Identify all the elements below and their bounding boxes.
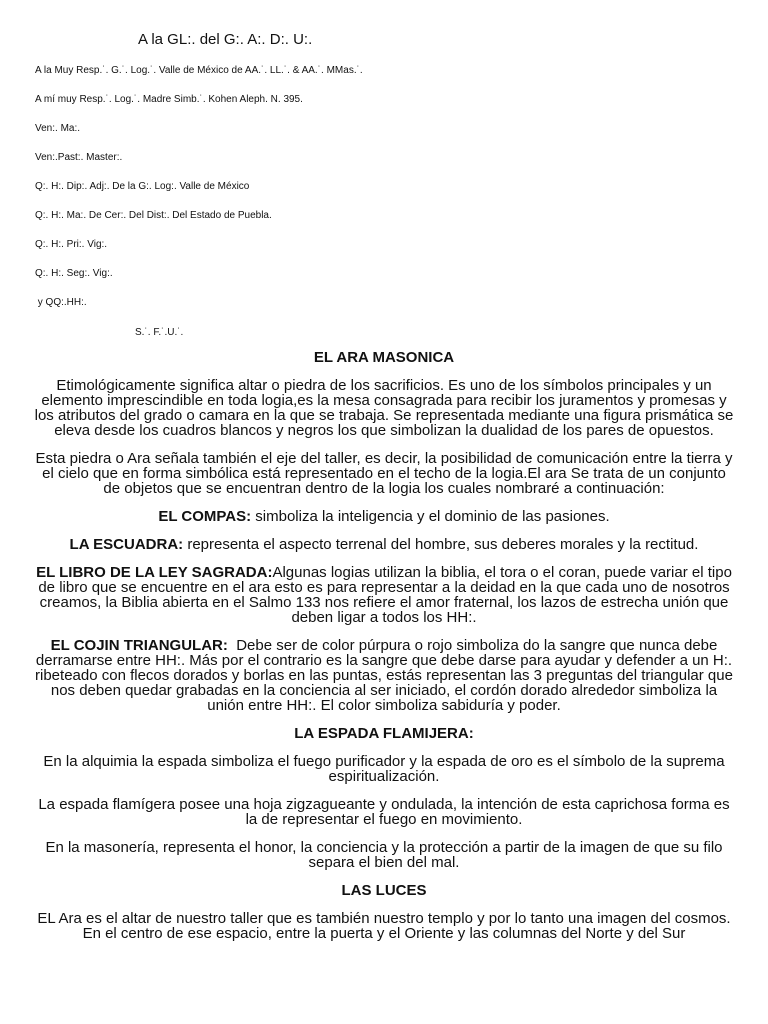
paragraph-libro [34,565,734,625]
address-line: Q:. H:. Pri:. Vig:. [35,239,108,250]
address-line: y QQ:.HH:. [35,297,87,308]
greeting-line: A la GL:. del G:. A:. D:. U:. [138,31,313,48]
escuadra-text: representa el aspecto terrenal del hombre, sus deberes morales y la rectitud. [183,536,699,553]
document-body [34,349,738,954]
libro-label: EL LIBRO DE LA LEY SAGRADA: [36,564,273,581]
cojin-label: EL COJIN TRIANGULAR: [50,637,228,654]
sfu-line: S.˙. F.˙.U.˙. [135,327,184,338]
address-line: Ven:.Past:. Master:. [35,152,123,163]
address-line: A la Muy Resp.˙. G.˙. Log.˙. Valle de México de AA.˙. LL.˙. & AA.˙. MMas.˙. [35,65,363,76]
section-title-luces: LAS LUCES [341,882,427,899]
paragraph-espada-hoja: La espada flamígera posee una hoja zigzagueante y ondulada, la intención de esta caprichosa forma es la de representar el fuego en movimiento. [38,796,730,828]
paragraph-cojin [34,637,738,714]
paragraph-eje-del-taller: Esta piedra o Ara señala también el eje del taller, es decir, la posibilidad de comunicación entre la tierra y el cielo que en forma simbólica está representado en el techo de la logia.El ara Se trata de un conjunto de objetos que se encuentran dentro de la logia los cuales nombraré a continuación: [35,450,733,497]
address-line: Q:. H:. Ma:. De Cer:. Del Dist:. Del Estado de Puebla. [35,210,272,221]
libro-text: Algunas logias utilizan la biblia, el tora o el coran, puede variar el tipo de libro que se encuentre en el ara esto es para representar a la deidad en la que cada uno de nosotros creamos, la Biblia abierta en el Salmo 133 nos refiere el amor fraternal, los lazos de estrecha unión que deben ligar a todos los HH:. [38,564,732,626]
address-line: Ven:. Ma:. [35,123,81,134]
paragraph-compas [34,509,734,524]
address-line: Q:. H:. Seg:. Vig:. [35,268,113,279]
paragraph-espada-masoneria: En la masonería, representa el honor, la conciencia y la protección a partir de la imagen de que su filo separa el bien del mal. [45,839,723,871]
section-title-espada: LA ESPADA FLAMIJERA: [294,725,474,742]
escuadra-label: LA ESCUADRA: [69,536,184,553]
address-line: A mí muy Resp.˙. Log.˙. Madre Simb.˙. Kohen Aleph. N. 395. [35,94,303,105]
paragraph-etimologia: Etimológicamente significa altar o piedra de los sacrificios. Es uno de los símbolos principales y un elemento imprescindible en toda logia,es la mesa consagrada para recibir los juramentos y promesas y los atributos del grado o camara en la que se trabaja. Se representada mediante una figura prismática se eleva desde los cuadros blancos y negros los que simbolizan la dualidad de los pares de opuestos. [34,377,734,439]
compas-text: simboliza la inteligencia y el dominio de las pasiones. [251,508,610,525]
paragraph-espada-alquimia: En la alquimia la espada simboliza el fuego purificador y la espada de oro es el símbolo de la suprema espiritualización. [43,753,725,785]
compas-label: EL COMPAS: [158,508,252,525]
paragraph-luces: EL Ara es el altar de nuestro taller que es también nuestro templo y por lo tanto una imagen del cosmos. En el centro de ese espacio, entre la puerta y el Oriente y las columnas del Norte y del Sur [37,910,731,942]
cojin-text: Debe ser de color púrpura o rojo simboliza do la sangre que nunca debe derramarse entre HH:. Más por el contrario es la sangre que debe darse para ayudar y defender a un H:. ribeteado con flecos dorados y borlas en las puntas, estás representan las 3 preguntas del triangular que nos deben quedar grabadas en la conciencia al ser iniciado, el cordón dorado alrededor simboliza la unión entre HH:. El color simboliza sabiduría y poder. [35,637,738,714]
address-line: Q:. H:. Dip:. Adj:. De la G:. Log:. Valle de México [35,181,250,192]
document-title: EL ARA MASONICA [313,349,455,366]
paragraph-escuadra [34,537,734,552]
